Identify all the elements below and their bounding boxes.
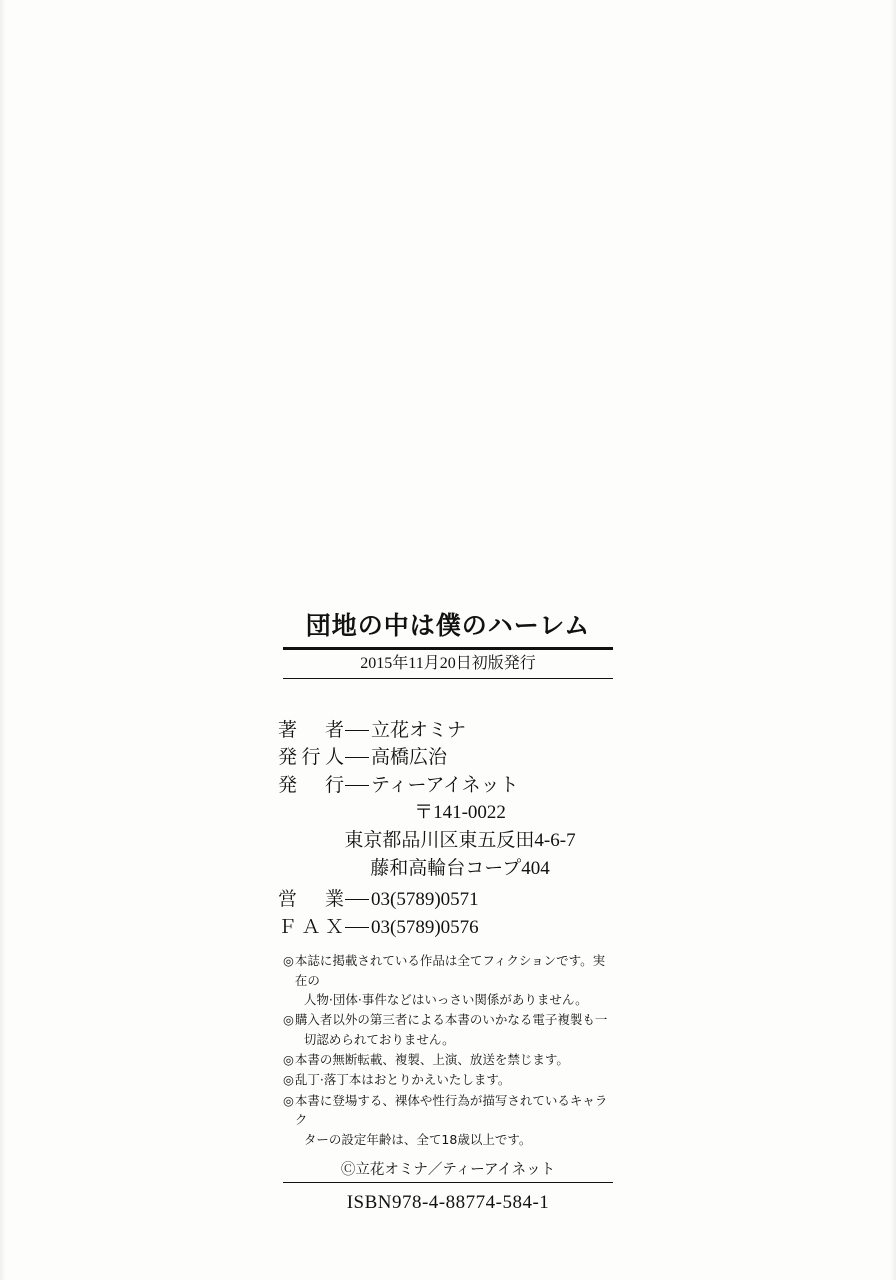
notice-text bbox=[295, 1091, 613, 1149]
credit-dash bbox=[345, 927, 369, 928]
title-rule bbox=[283, 647, 613, 650]
notice-item bbox=[283, 1010, 613, 1049]
bullet-icon: ◎ bbox=[283, 1072, 294, 1088]
contact-value: 03(5789)0571 bbox=[371, 889, 479, 911]
contact-row bbox=[278, 886, 618, 914]
credits-block bbox=[278, 717, 618, 941]
credit-row bbox=[278, 744, 618, 772]
bullet-icon: ◎ bbox=[283, 1012, 294, 1028]
footer-block bbox=[283, 1158, 613, 1215]
address-line: 藤和高輪台コープ404 bbox=[370, 857, 550, 879]
notice-line: ターの設定年齢は、全て18歳以上です。 bbox=[303, 1131, 532, 1147]
credit-row bbox=[278, 772, 618, 800]
notice-text bbox=[295, 1050, 613, 1069]
notice-item bbox=[283, 951, 613, 1009]
bullet-icon: ◎ bbox=[283, 953, 294, 969]
contact-label: 営 業 bbox=[278, 889, 344, 911]
notice-text bbox=[295, 951, 613, 1009]
credit-dash bbox=[345, 730, 369, 731]
notice-line: 乱丁·落丁本はおとりかえいたします。 bbox=[294, 1072, 511, 1088]
notice-line: 人物·団体·事件などはいっさい関係がありません。 bbox=[303, 991, 588, 1007]
notice-item bbox=[283, 1091, 613, 1149]
contact-value: 03(5789)0576 bbox=[371, 916, 479, 938]
bullet-icon: ◎ bbox=[283, 1092, 294, 1108]
credit-value: ティーアイネット bbox=[371, 774, 519, 796]
notice-line: 本書の無断転載、複製、上演、放送を禁じます。 bbox=[294, 1052, 569, 1068]
notice-line: 本誌に掲載されている作品は全てフィクションです。実在の bbox=[294, 953, 606, 988]
credit-dash bbox=[345, 785, 369, 786]
isbn-line: ISBN978-4-88774-584-1 bbox=[346, 1192, 550, 1214]
publication-date: 2015年11月20日初版発行 bbox=[360, 655, 536, 672]
contact-label: ＦＡＸ bbox=[278, 916, 344, 938]
credit-label: 著 者 bbox=[278, 719, 344, 741]
date-rule bbox=[283, 678, 613, 679]
notice-text bbox=[295, 1070, 613, 1089]
book-title: 団地の中は僕のハーレム bbox=[305, 613, 591, 640]
notice-line: 購入者以外の第三者による本書のいかなる電子複製も一 bbox=[294, 1012, 608, 1028]
contact-block bbox=[278, 886, 618, 941]
credit-value: 立花オミナ bbox=[371, 719, 467, 741]
notices-block bbox=[283, 951, 613, 1150]
contact-row bbox=[278, 914, 618, 942]
bullet-icon: ◎ bbox=[283, 1052, 294, 1068]
address-line: 〒141-0022 bbox=[414, 802, 506, 824]
credit-dash bbox=[345, 899, 369, 900]
credit-label: 発 行 bbox=[278, 774, 344, 796]
notice-item bbox=[283, 1070, 613, 1089]
credit-row bbox=[278, 717, 618, 745]
footer-rule bbox=[283, 1182, 613, 1184]
notice-line: 切認められておりません。 bbox=[303, 1031, 455, 1047]
notice-text bbox=[295, 1010, 613, 1049]
copyright-line: Ⓒ立花オミナ／ティーアイネット bbox=[340, 1161, 556, 1178]
colophon-block bbox=[0, 612, 896, 1214]
credit-dash bbox=[345, 757, 369, 758]
credit-value: 高橋広治 bbox=[371, 747, 448, 769]
notice-line: 本書に登場する、裸体や性行為が描写されているキャラク bbox=[294, 1092, 608, 1128]
title-block bbox=[283, 612, 613, 679]
credit-label: 発行人 bbox=[278, 747, 344, 769]
notice-item bbox=[283, 1050, 613, 1069]
address-line: 東京都品川区東五反田4-6-7 bbox=[344, 829, 576, 851]
